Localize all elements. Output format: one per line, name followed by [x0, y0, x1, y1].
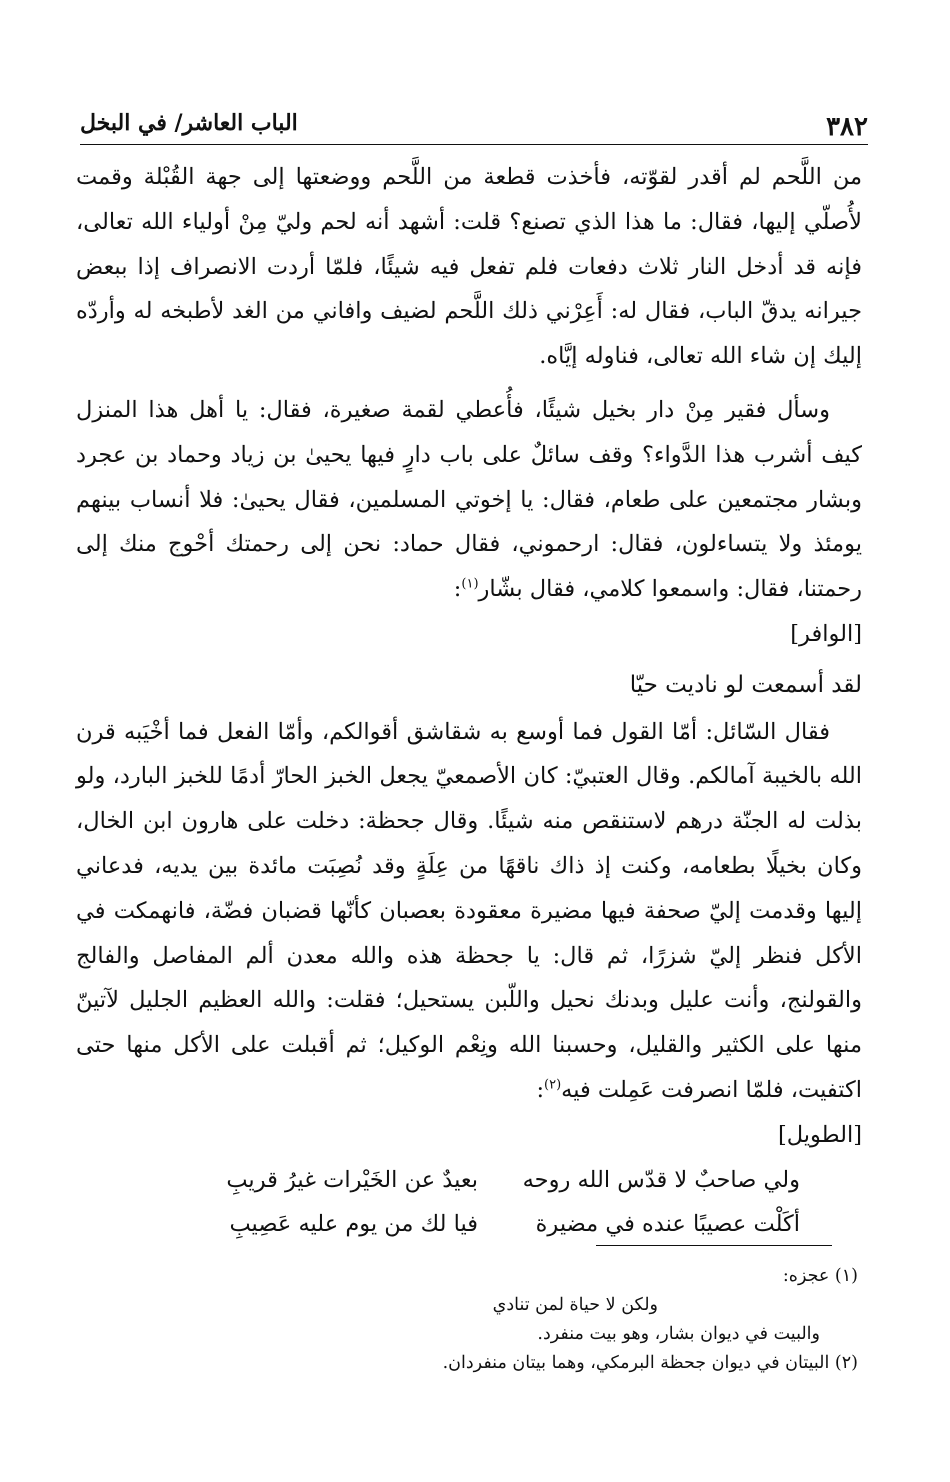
paragraph-2-text: وسأل فقير مِنْ دار بخيل شيئًا، فأُعطي لقمة صغيرة، فقال: يا أهل هذا المنزل كيف أشرب هذا الدَّواء؟ وقف سائلٌ على باب دارٍ فيها يحيىٰ بن زياد وحماد بن عجرد وبشار مجتمعين على طعام، فقال: يا إخوتي المسلمين، فقال يحيىٰ: فلا أنساب بينهم يومئذ ولا يتساءلون، فقال: ارحموني، فقال حماد: نحن إلى رحمتك أحْوج منك إلى رحمتنا، فقال: واسمعوا كلامي، فقال بشّار — [76, 396, 862, 603]
running-head: الباب العاشر/ في البخل — [80, 110, 298, 136]
verse-line-1 — [76, 1158, 862, 1203]
footnote-1-note: والبيت في ديوان بشار، وهو بيت منفرد. — [537, 1324, 820, 1344]
verse-half-line: لقد أسمعت لو ناديت حيّا — [629, 671, 862, 698]
paragraph-3-tail: : — [536, 1076, 545, 1103]
verse-2-second-hemistich: فيا لك من يوم عليه عَصِيبِ — [229, 1211, 478, 1238]
footnote-ref-1[interactable]: (١) — [461, 576, 479, 592]
footnotes — [80, 1262, 858, 1378]
page-header — [80, 104, 868, 145]
verse-2-first-hemistich: أكَلْت عصيبًا عنده في مضيرة — [535, 1211, 800, 1238]
paragraph-3 — [76, 710, 862, 1113]
paragraph-2 — [76, 388, 862, 612]
main-text — [76, 155, 862, 1247]
paragraph-2-tail: : — [453, 576, 462, 603]
footnote-2: (٢) البيتان في ديوان جحظة البرمكي، وهما بيتان منفردان. — [442, 1353, 858, 1373]
footnote-1-verse: ولكن لا حياة لمن تنادي — [492, 1295, 658, 1315]
verse-line-2 — [76, 1202, 862, 1247]
footnote-ref-2[interactable]: (٢) — [544, 1077, 562, 1093]
verse-1-second-hemistich: بعيدٌ عن الخَيْرات غيرُ قريبِ — [226, 1166, 478, 1193]
meter-label-tawil: [الطويل] — [777, 1121, 862, 1148]
paragraph-1: من اللَّحم لم أقدر لقوّته، فأخذت قطعة من اللَّحم ووضعتها إلى جهة القُبْلة وقمت لأُصلّي إليها، فقال: ما هذا الذي تصنع؟ قلت: أشهد أنه لحم وليّ مِنْ أولياء الله تعالى، فإنه قد أدخل النار ثلاث دفعات فلم تفعل فيه شيئًا، فلمّا أردت الانصراف إذا ببعض جيرانه يدقّ الباب، فقال له: أَعِرْني ذلك اللَّحم لضيف وافاني من الغد لأطبخه له وأردّه إليك إن شاء الله تعالى، فناوله إيَّاه. — [76, 164, 862, 370]
footnote-1-label: (١) عجزه: — [782, 1266, 858, 1286]
paragraph-3-text: فقال السّائل: أمّا القول فما أوسع به شقاشق أقوالكم، وأمّا الفعل فما أخْيَبه قرن الله بالخيبة آمالكم. وقال العتبيّ: كان الأصمعيّ يجعل الخبز الحارّ أدمًا للخبز البارد، ولو بذلت له الجنّة درهم لاستنقص منه شيئًا. وقال جحظة: دخلت على هارون ابن الخال، وكان بخيلًا بطعامه، وكنت إذ ذاك ناقهًا من عِلَةٍ وقد نُصِبَت مائدة بين يديه، فدعاني إليها وقدمت إليّ صحفة فيها مضيرة معقودة بعصبان كأنّها قضبان فضّة، فانهمكت في الأكل فنظر إليّ شزرًا، ثم قال: يا جحظة هذه والله معدن ألم المفاصل والفالج والقولنج، وأنت عليل وبدنك نحيل واللّبن يستحيل؛ فقلت: والله العظيم الجليل لآتينّ منها على الكثير والقليل، وحسبنا الله ونِعْم الوكيل؛ ثم أقبلت على الأكل منها حتى اكتفيت، فلمّا انصرفت عَمِلت فيه — [76, 718, 862, 1103]
verse-1-first-hemistich: ولي صاحبٌ لا قدّس الله روحه — [522, 1166, 800, 1193]
meter-label-wafir: [الوافر] — [790, 620, 862, 647]
footnote-divider — [596, 1245, 832, 1246]
page-number: ٣٨٢ — [826, 112, 868, 142]
